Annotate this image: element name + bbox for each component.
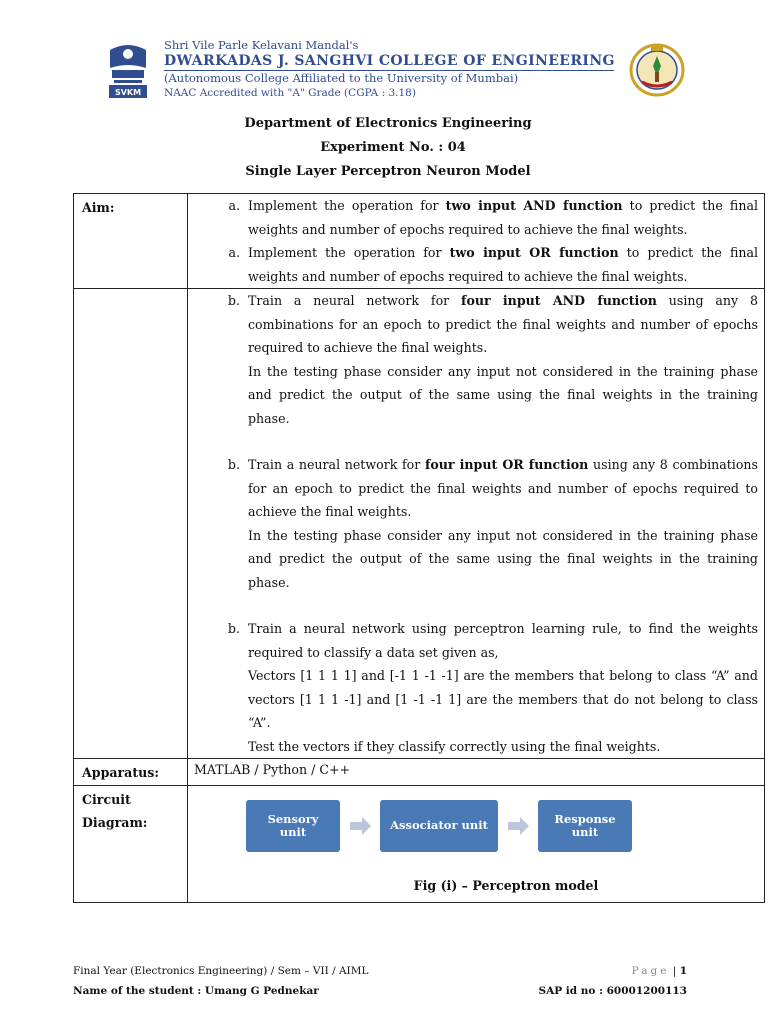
aim-item: a. Implement the operation for two input AND function to predict the final weights and number of epochs required to achieve the final weights. [188, 194, 758, 241]
class-vectors-text: Vectors [1 1 1 1] and [-1 1 -1 -1] are the members that belong to class “A” and vectors [1 1 1 -1] and [1 -1 -1 1] are the members that do not belong to class “A”. [248, 668, 758, 730]
course-info: Final Year (Electronics Engineering) / Sem – VII / AIML [73, 965, 369, 977]
student-name: Name of the student : Umang G Pednekar [73, 985, 319, 997]
experiment-table [73, 193, 765, 903]
experiment-number: Experiment No. : 04 [320, 140, 466, 155]
apparatus-value: MATLAB / Python / C++ [194, 762, 351, 777]
test-vectors-text: Test the vectors if they classify correctly using the final weights. [248, 738, 661, 754]
item-marker: b. [227, 457, 240, 472]
society-name: Shri Vile Parle Kelavani Mandal's [164, 38, 359, 52]
item-marker: b. [227, 621, 240, 636]
naac-line: NAAC Accredited with "A" Grade (CGPA : 3.18) [164, 87, 416, 99]
circuit-diagram-cell [188, 785, 765, 902]
sap-id: SAP id no : 60001200113 [538, 985, 687, 997]
svg-text:SVKM: SVKM [114, 88, 142, 97]
aim-item: b. Train a neural network using perceptron learning rule, to find the weights required to classify a data set given as, [188, 617, 758, 664]
college-emblem [628, 42, 686, 98]
letterhead [0, 0, 768, 110]
item-marker: a. [228, 245, 240, 260]
figure-caption: Fig (i) – Perceptron model [413, 877, 599, 893]
testing-note: In the testing phase consider any input not considered in the training phase and predict the output of the same using the final weights in the training phase. [248, 527, 758, 590]
aim-row-1 [74, 194, 765, 289]
circuit-row [74, 785, 765, 902]
aim-item: b. Train a neural network for four input OR function using any 8 combinations for an epoch to predict the final weights and number of epochs required to achieve the final weights. [188, 453, 758, 524]
autonomous-line: (Autonomous College Affiliated to the University of Mumbai) [164, 71, 519, 85]
circuit-label: Circuit Diagram: [74, 785, 188, 902]
associator-unit-box: Associator unit [380, 800, 498, 852]
item-marker: a. [228, 198, 240, 213]
arrow-right-icon [350, 816, 372, 836]
perceptron-diagram [188, 786, 764, 902]
page-footer [73, 961, 687, 1001]
aim-row-2 [74, 289, 765, 759]
testing-note: In the testing phase consider any input not considered in the training phase and predict the output of the same using the final weights in the training phase. [248, 363, 758, 426]
apparatus-value-cell [188, 759, 765, 786]
aim-content-1 [188, 194, 765, 289]
college-name-block [164, 38, 615, 100]
page-number: Page | 1 [631, 965, 687, 977]
svkm-logo [102, 40, 154, 100]
response-unit-box: Response unit [538, 800, 632, 852]
aim-item: b. Train a neural network for four input AND function using any 8 combinations for an epoch to predict the final weights and number of epochs required to achieve the final weights. [188, 289, 758, 360]
document-titles [0, 112, 768, 184]
header-rule [164, 70, 614, 71]
aim-item: a. Implement the operation for two input OR function to predict the final weights and number of epochs required to achieve the final weights. [188, 241, 758, 288]
item-marker: b. [227, 293, 240, 308]
aim-label: Aim: [74, 194, 188, 289]
apparatus-row [74, 759, 765, 786]
experiment-topic: Single Layer Perceptron Neuron Model [245, 164, 531, 179]
sensory-unit-box: Sensory unit [246, 800, 340, 852]
department-title: Department of Electronics Engineering [244, 116, 532, 131]
college-name: DWARKADAS J. SANGHVI COLLEGE OF ENGINEERING [164, 53, 615, 69]
aim-content-2 [188, 289, 765, 759]
apparatus-label: Apparatus: [74, 759, 188, 786]
arrow-right-icon [508, 816, 530, 836]
